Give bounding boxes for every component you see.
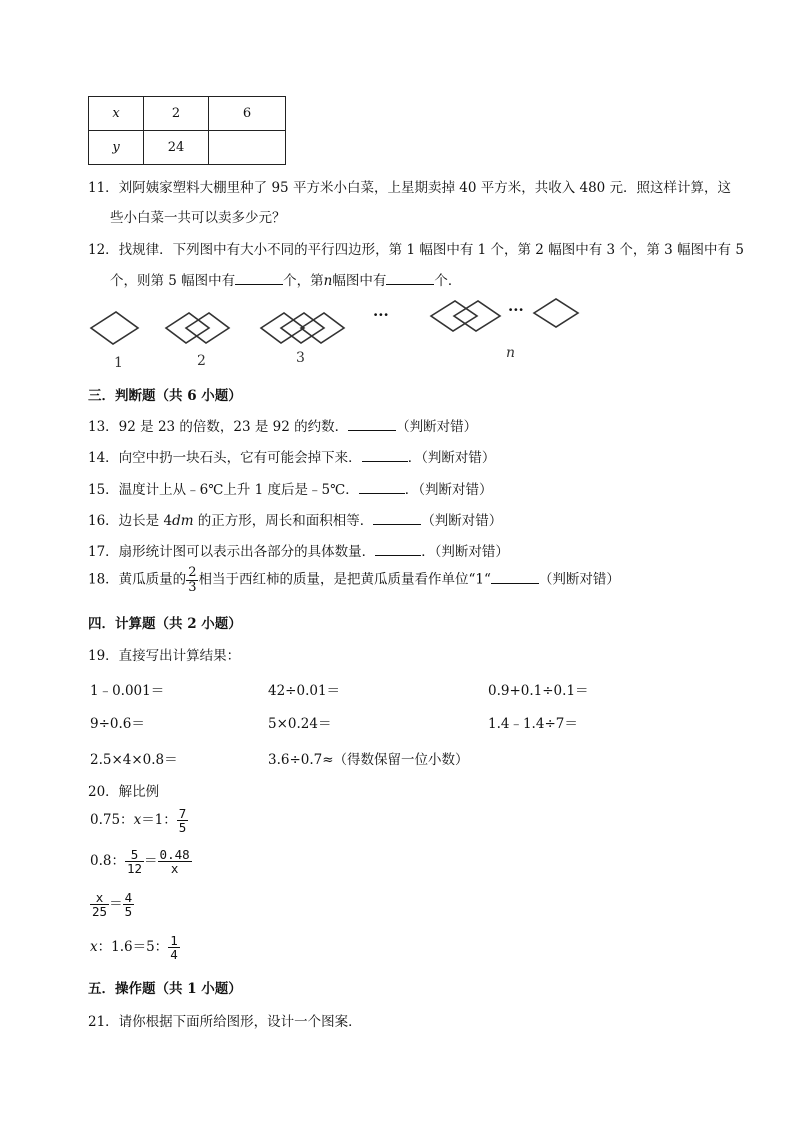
answer-blank[interactable]: [386, 272, 434, 285]
table-cell: 2: [144, 97, 209, 131]
table-cell: x: [89, 97, 144, 131]
table-cell: 6: [209, 97, 286, 131]
calc-item: 42÷0.01＝: [268, 683, 341, 699]
section-heading: 五．操作题（共 1 小题）: [88, 981, 242, 997]
proportion-equation: $\frac{x}{25}$ ＝ $\frac{4}{5}$: [92, 890, 133, 920]
ellipsis: ···: [508, 301, 524, 319]
fraction: $\frac{2}{3}$: [188, 565, 197, 595]
table-cell: 24: [144, 131, 209, 165]
rhombus-shape: [91, 312, 138, 344]
xy-table: [88, 96, 286, 165]
question-18: 18．黄瓜质量的 $\frac{2}{3}$ 相当于西红柿的质量，是把黄瓜质量看作单位“1“ （判断对错）: [88, 565, 620, 595]
question-16: 16．边长是 4dm 的正方形，周长和面积相等． （判断对错）: [88, 513, 503, 529]
question-20-title: 20．解比例: [88, 784, 160, 800]
fraction: $\frac{5}{12}$: [126, 847, 143, 877]
question-19-title: 19．直接写出计算结果：: [88, 648, 241, 664]
question-15: 15．温度计上从﹣6℃上升 1 度后是﹣5℃． ．（判断对错）: [88, 482, 493, 498]
calc-item: 1.4﹣1.4÷7＝: [488, 716, 578, 732]
calc-item: 2.5×4×0.8＝: [90, 752, 178, 768]
rhombus-shape: [534, 299, 578, 327]
answer-blank[interactable]: [491, 571, 539, 584]
section-heading: 三．判断题（共 6 小题）: [88, 388, 242, 404]
calc-item: 0.9+0.1÷0.1＝: [488, 683, 589, 699]
fraction: $\frac{1}{4}$: [170, 933, 178, 963]
figure-label: 3: [296, 350, 305, 366]
fraction: $\frac{x}{25}$: [92, 890, 108, 920]
table-cell: y: [89, 131, 144, 165]
question-12-line2: 个，则第 5 幅图中有 个，第n幅图中有 个．: [110, 273, 462, 289]
calc-item: 9÷0.6＝: [90, 716, 145, 732]
question-14: 14．向空中扔一块石头，它有可能会掉下来． ．（判断对错）: [88, 450, 496, 466]
answer-blank[interactable]: [235, 272, 283, 285]
question-12-line1: 12．找规律．下列图中有大小不同的平行四边形，第 1 幅图中有 1 个，第 2 幅图中有 3 个，第 3 幅图中有 5: [88, 242, 744, 258]
question-13: 13．92 是 23 的倍数，23 是 92 的约数． （判断对错）: [88, 419, 478, 435]
question-17: 17．扇形统计图可以表示出各部分的具体数量． ．（判断对错）: [88, 544, 509, 560]
answer-blank[interactable]: [362, 449, 408, 462]
answer-blank[interactable]: [348, 418, 396, 431]
question-11-line1: 11．刘阿姨家塑料大棚里种了 95 平方米小白菜，上星期卖掉 40 平方米，共收入 480 元．照这样计算，这: [88, 180, 732, 196]
figure-label: n: [506, 345, 516, 361]
table-cell: [209, 131, 286, 165]
calc-item: 1﹣0.001＝: [90, 683, 165, 699]
proportion-equation: 0.8： $\frac{5}{12}$ ＝ $\frac{0.48}{x}$: [90, 847, 190, 877]
question-11-line2: 些小白菜一共可以卖多少元？: [110, 210, 286, 226]
figure-label: 1: [114, 355, 123, 371]
answer-blank[interactable]: [359, 481, 405, 494]
section-heading: 四．计算题（共 2 小题）: [88, 616, 242, 632]
proportion-equation: 0.75：x＝1： $\frac{7}{5}$: [90, 806, 187, 836]
calc-item: 5×0.24＝: [268, 716, 332, 732]
ellipsis: ···: [373, 306, 389, 324]
question-21: 21．请你根据下面所给图形，设计一个图案．: [88, 1014, 362, 1030]
answer-blank[interactable]: [375, 543, 421, 556]
figure-label: 2: [197, 353, 206, 369]
answer-blank[interactable]: [373, 512, 421, 525]
fraction: $\frac{7}{5}$: [178, 806, 187, 836]
proportion-equation: x：1.6＝5： $\frac{1}{4}$: [90, 933, 178, 963]
fraction: $\frac{0.48}{x}$: [159, 847, 190, 877]
calc-item: 3.6÷0.7≈（得数保留一位小数）: [268, 752, 469, 768]
fraction: $\frac{4}{5}$: [124, 890, 133, 920]
